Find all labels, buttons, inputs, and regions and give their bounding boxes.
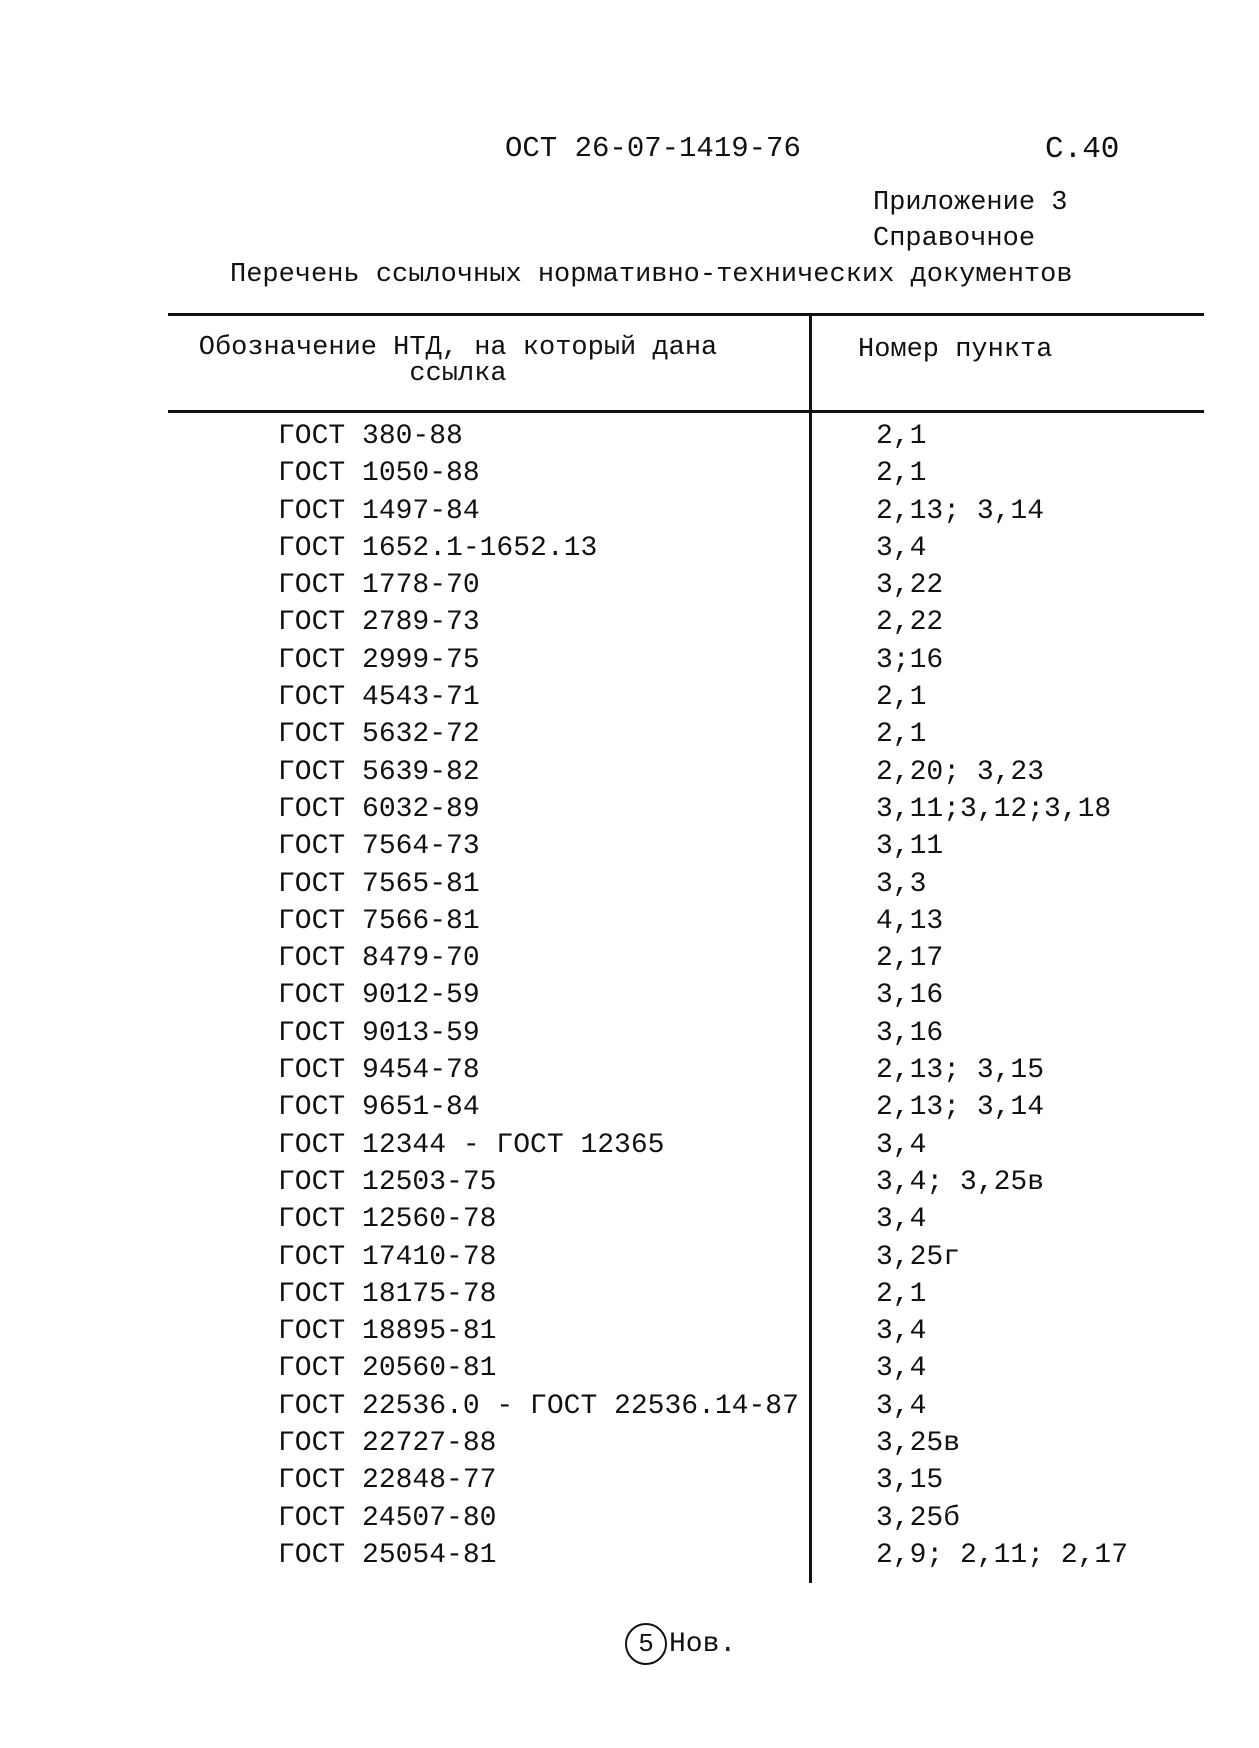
ntd-designation: ГОСТ 5632-72 <box>278 719 480 751</box>
table-row <box>0 757 1259 794</box>
ntd-designation: ГОСТ 12560-78 <box>278 1204 497 1236</box>
table-row <box>0 1279 1259 1316</box>
ntd-designation: ГОСТ 25054-81 <box>278 1539 497 1571</box>
ntd-designation: ГОСТ 22536.0 - ГОСТ 22536.14-87 <box>278 1390 799 1422</box>
table-row <box>0 1316 1259 1353</box>
reference-type: Справочное <box>873 224 1036 254</box>
table-row <box>0 1242 1259 1279</box>
ntd-designation: ГОСТ 2789-73 <box>278 607 480 639</box>
ntd-designation: ГОСТ 380-88 <box>278 421 463 452</box>
footer-note-text: Нов. <box>669 1628 737 1660</box>
ntd-designation: ГОСТ 24507-80 <box>278 1502 497 1534</box>
table-row <box>0 1055 1259 1092</box>
ntd-designation: ГОСТ 9013-59 <box>278 1017 480 1049</box>
circled-number: 5 <box>625 1623 667 1665</box>
table-row <box>0 943 1259 980</box>
table-row <box>0 831 1259 868</box>
footer-note <box>625 1623 736 1665</box>
table-row <box>0 980 1259 1017</box>
document-code: ОСТ 26-07-1419-76 <box>505 132 801 165</box>
ntd-designation: ГОСТ 6032-89 <box>278 793 480 825</box>
column-header-item: Номер пункта <box>858 335 1053 365</box>
ntd-designation: ГОСТ 18175-78 <box>278 1278 497 1310</box>
item-number: 3,15 <box>876 1465 944 1497</box>
table-row <box>0 533 1259 570</box>
item-number: 2,22 <box>876 607 944 639</box>
ntd-designation: ГОСТ 1050-88 <box>278 458 480 490</box>
item-number: 3,4 <box>876 1204 927 1236</box>
ntd-designation: ГОСТ 12344 - ГОСТ 12365 <box>278 1129 665 1161</box>
appendix-label: Приложение 3 <box>873 188 1068 218</box>
item-number: 3,11 <box>876 831 944 863</box>
item-number: 2,13; 3,14 <box>876 1092 1045 1124</box>
table-row <box>0 496 1259 533</box>
item-number: 3,4 <box>876 1353 927 1385</box>
table-row <box>0 682 1259 719</box>
item-number: 3,4 <box>876 1129 927 1161</box>
table-row <box>0 645 1259 682</box>
ntd-designation: ГОСТ 9012-59 <box>278 980 480 1012</box>
table-header-rule <box>168 410 1204 413</box>
ntd-designation: ГОСТ 22727-88 <box>278 1428 497 1460</box>
ntd-designation: ГОСТ 8479-70 <box>278 943 480 975</box>
item-number: 2,1 <box>876 458 927 490</box>
table-row <box>0 1130 1259 1167</box>
table-row <box>0 906 1259 943</box>
item-number: 3;16 <box>876 644 944 676</box>
table-row <box>0 1018 1259 1055</box>
table-row <box>0 1204 1259 1241</box>
item-number: 2,9; 2,11; 2,17 <box>876 1539 1129 1571</box>
item-number: 2,13; 3,15 <box>876 1055 1045 1087</box>
ntd-designation: ГОСТ 1497-84 <box>278 495 480 527</box>
table-row <box>0 794 1259 831</box>
item-number: 2,17 <box>876 943 944 975</box>
table-row <box>0 719 1259 756</box>
table-row <box>0 1428 1259 1465</box>
ntd-designation: ГОСТ 2999-75 <box>278 644 480 676</box>
ntd-designation: ГОСТ 9454-78 <box>278 1055 480 1087</box>
item-number: 3,4 <box>876 1390 927 1422</box>
item-number: 2,1 <box>876 1278 927 1310</box>
item-number: 3,16 <box>876 980 944 1012</box>
table-row <box>0 458 1259 495</box>
table-row <box>0 1391 1259 1428</box>
ntd-designation: ГОСТ 18895-81 <box>278 1316 497 1348</box>
page-number: С.40 <box>1045 132 1120 167</box>
table-row <box>0 421 1259 458</box>
item-number: 3,11;3,12;3,18 <box>876 793 1112 825</box>
ntd-designation: ГОСТ 12503-75 <box>278 1166 497 1198</box>
table-row <box>0 1353 1259 1390</box>
item-number: 4,13 <box>876 905 944 937</box>
ntd-designation: ГОСТ 5639-82 <box>278 756 480 788</box>
item-number: 3,4; 3,25в <box>876 1166 1045 1198</box>
item-number: 3,25б <box>876 1502 961 1534</box>
item-number: 3,3 <box>876 868 927 900</box>
table-row <box>0 607 1259 644</box>
column-header-document: Обозначение НТД, на который дана ссылка <box>198 333 718 389</box>
item-number: 2,13; 3,14 <box>876 495 1045 527</box>
item-number: 3,16 <box>876 1017 944 1049</box>
ntd-designation: ГОСТ 1652.1-1652.13 <box>278 532 598 564</box>
ntd-designation: ГОСТ 20560-81 <box>278 1353 497 1385</box>
table-row <box>0 1540 1259 1577</box>
ntd-designation: ГОСТ 9651-84 <box>278 1092 480 1124</box>
ntd-designation: ГОСТ 7566-81 <box>278 905 480 937</box>
item-number: 3,25в <box>876 1428 961 1460</box>
ntd-designation: ГОСТ 4543-71 <box>278 682 480 714</box>
ntd-designation: ГОСТ 17410-78 <box>278 1241 497 1273</box>
table-top-rule <box>168 313 1204 316</box>
ntd-designation: ГОСТ 7564-73 <box>278 831 480 863</box>
ntd-designation: ГОСТ 7565-81 <box>278 868 480 900</box>
item-number: 3,4 <box>876 1316 927 1348</box>
table-row <box>0 869 1259 906</box>
ntd-designation: ГОСТ 1778-70 <box>278 570 480 602</box>
item-number: 3,25г <box>876 1241 961 1273</box>
item-number: 2,20; 3,23 <box>876 756 1045 788</box>
table-row <box>0 1092 1259 1129</box>
table-row <box>0 1465 1259 1502</box>
table-row <box>0 1167 1259 1204</box>
table-body <box>0 421 1259 1577</box>
item-number: 3,22 <box>876 570 944 602</box>
list-title: Перечень ссылочных нормативно-технических документов <box>230 260 1073 290</box>
table-row <box>0 570 1259 607</box>
item-number: 2,1 <box>876 421 927 452</box>
item-number: 2,1 <box>876 682 927 714</box>
item-number: 2,1 <box>876 719 927 751</box>
ntd-designation: ГОСТ 22848-77 <box>278 1465 497 1497</box>
item-number: 3,4 <box>876 532 927 564</box>
table-row <box>0 1503 1259 1540</box>
